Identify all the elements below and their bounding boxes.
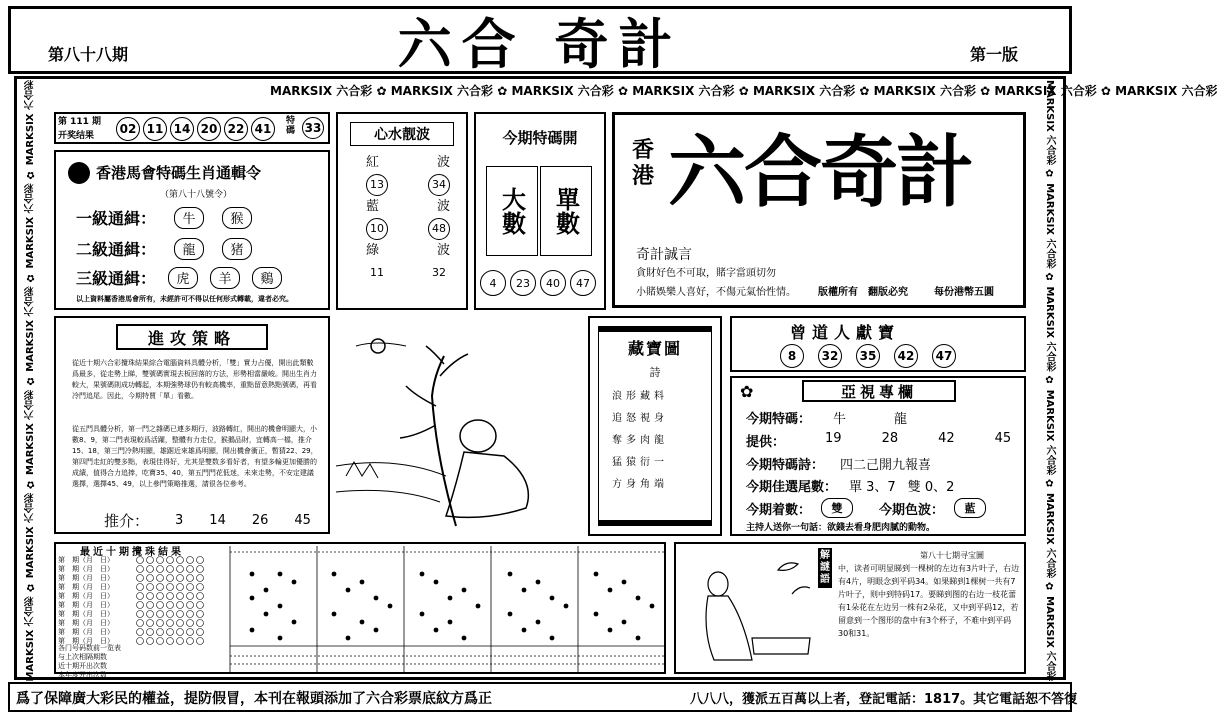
zodiac-item: 鷄 (252, 267, 282, 289)
taoist-numbers (780, 344, 956, 368)
asia-tv-head-row: 今期着數： 雙 今期色波： 藍 (746, 498, 986, 518)
draw-ball: 41 (251, 117, 275, 141)
strategy-recommend: 推介： 3 14 26 45 (104, 512, 311, 530)
brand-region: 香港 (632, 138, 655, 189)
zodiac-row-1: 一級通緝： 牛 猴 (76, 206, 252, 229)
strategy-para-1: 從近十期六合彩攪珠結果綜合電腦資料具體分析，「雙」實力占優，開出此類數爲最多，從走勢上睇，雙號碼實現去板回落的方法，形勢相當嚴峻。開出生肖力較大，果號碼則成功轉起，本期強勢球仍有較高機率，重點留意熱點號碼，再看冷門追尾。因此，今期特賈「單」看數。 (72, 359, 317, 400)
horse-logo-icon (68, 162, 90, 184)
open-ball: 23 (510, 270, 536, 296)
zodiac-note: 以上資料屬香港馬會所有，未經許可不得以任何形式轉載，違者必究。 (76, 295, 293, 303)
strategy-title: 進攻策略 (116, 324, 268, 350)
asia-tv-host-note: 主持人送你一句話：欲錢去看身肥肉膩的動物。 (746, 523, 936, 533)
zodiac-item: 牛 (174, 207, 204, 229)
strategy-para-2: 從五門具體分析，第一門之雜碼已連多期行，波路轉紅，開出的機會明顯大，小數8、9，第二門表現較爲活躍，整體有力走位，猴鵝品財，宜轉高一檔，推介15、18，第三門冷熱明顯，雄踞近來雄爲明顯，開出機會衝正，暫猜22、29，第四門走紅的雙多點，表現佳得好，尤其是雙数多看好者，有望多輪更加優勝的成績，值得合力追捧，吃寶35、40，第五門門花低迷，未來走勢，不安定建議選擇，選擇45、49，以上參門策略推選，請很各位參考。 (72, 425, 318, 488)
draw-result-label: 开奖结果 (58, 131, 95, 141)
brand-title: 六合奇計 (668, 127, 973, 218)
draw-ball: 20 (197, 117, 221, 141)
taoist-ball: 47 (932, 344, 956, 368)
special-ball: 33 (302, 117, 324, 139)
masthead-title: 六合 奇計 (397, 11, 683, 76)
marquee-top: MARKSIX 六合彩 ✿ MARKSIX 六合彩 ✿ MARKSIX 六合彩 ✿ MARKSIX 六合彩 ✿ MARKSIX 六合彩 ✿ MARKSIX 六合彩 ✿ MARKSIX 六合彩 ✿ MARKSIX 六合彩 (270, 84, 1217, 98)
asia-tv-logo-icon: ✿ (740, 382, 754, 401)
brand-motto-title: 奇計誠言 (636, 247, 692, 263)
riddle-illustration (682, 550, 814, 668)
heart-water-rows: 紅 波 13 34 藍 波 10 48 綠 波 11 32 (366, 155, 450, 279)
asia-tv-tail-row: 今期佳選尾數： 單 3、7 雙 0、2 (746, 480, 955, 495)
taoist-ball: 42 (894, 344, 918, 368)
zodiac-item: 猪 (222, 238, 252, 260)
special-open-numbers (480, 270, 596, 296)
draw-ball: 22 (224, 117, 248, 141)
asia-tv-special-row: 今期特碼： 牛 龍 (746, 412, 908, 427)
draw-ball: 14 (170, 117, 194, 141)
treasure-lines: 浪形藏料 追怒視身 奪多肉龍 猛猿衍一 方身角端 (612, 391, 668, 490)
zodiac-item: 虎 (168, 267, 198, 289)
zodiac-item: 猴 (222, 207, 252, 229)
draw-numbers (116, 117, 275, 141)
taoist-ball: 8 (780, 344, 804, 368)
treasure-poem-head: 詩 (649, 366, 661, 379)
last-ten-title: 最近十期攪珠結果 (80, 547, 184, 558)
brand-line-2: 小賭娛樂人喜好，不傷元氣怡性情。 (636, 287, 796, 298)
draw-issue-label: 第 111 期 (58, 117, 102, 127)
zodiac-subtitle: （第八十八號令） (160, 190, 233, 200)
zodiac-title: 香港馬會特碼生肖通輯令 (96, 164, 262, 182)
last-ten-grid (130, 546, 664, 672)
draw-ball: 11 (143, 117, 167, 141)
edition-label: 第一版 (970, 45, 1019, 64)
footer-right: 八八八，獲派五百萬以上者，登記電話：1817。其它電話恕不答復 (690, 692, 1078, 707)
open-ball: 47 (570, 270, 596, 296)
marquee-left: MARKSIX 六合彩 ✿ MARKSIX 六合彩 ✿ MARKSIX 六合彩 ✿ MARKSIX 六合彩 ✿ MARKSIX 六合彩 ✿ MARKSIX 六合彩 (25, 80, 36, 682)
taoist-ball: 35 (856, 344, 880, 368)
last-ten-footer-labels: 各门号码数前一览表 与上次相隔期数 近十期开出次数 本年度开出次数 (58, 644, 121, 679)
asia-tv-provide-row: 提供： 19 28 42 45 (746, 431, 1012, 450)
zodiac-row-2: 二級通緝： 龍 猪 (76, 237, 252, 260)
brand-line-1: 貪財好色不可取，賭字當頭切勿 (636, 268, 776, 279)
zodiac-item: 羊 (210, 267, 240, 289)
zodiac-item: 龍 (174, 238, 204, 260)
treasure-title: 藏寶圖 (627, 339, 682, 358)
taoist-ball: 32 (818, 344, 842, 368)
heart-water-title: 心水靓波 (350, 122, 454, 146)
big-label: 大數 (486, 166, 538, 256)
marquee-right: MARKSIX 六合彩 ✿ MARKSIX 六合彩 ✿ MARKSIX 六合彩 ✿ MARKSIX 六合彩 ✿ MARKSIX 六合彩 ✿ MARKSIX 六合彩 (1044, 80, 1055, 682)
brand-price: 每份港幣五圓 (934, 287, 994, 298)
riddle-issue-note: 第八十七期寻宝圖 (920, 551, 984, 560)
draw-ball: 02 (116, 117, 140, 141)
zodiac-row-3: 三級通緝： 虎 羊 鷄 (76, 266, 282, 289)
open-ball: 4 (480, 270, 506, 296)
issue-number: 第八十八期 (48, 45, 129, 64)
brand-rights: 版權所有 翻版必究 (818, 287, 908, 298)
asia-tv-poem-row: 今期特碼詩： 四二己開九報喜 (746, 458, 932, 473)
open-ball: 40 (540, 270, 566, 296)
illustration-sage (336, 316, 580, 536)
riddle-tag: 解謎語 (818, 548, 832, 588)
taoist-title: 曾道人獻寶 (790, 323, 901, 342)
odd-label: 單數 (540, 166, 592, 256)
asia-tv-title: 亞視專欄 (802, 380, 956, 402)
special-open-title: 今期特碼開 (502, 128, 578, 147)
footer-left: 爲了保障廣大彩民的權益，提防假冒，本刊在報頭添加了六合彩票底紋方爲正 (16, 691, 492, 707)
special-label: 特碼 (286, 116, 296, 136)
riddle-text: 中，读者可明显睇到一棵树的左边有3片叶子，右边有4片，明眼念到平码34。如果睇到1棵树一共有7片叶子，则中到特码17。要睇到图的右边一枝花蕾有1朵花在左边另一株有2朵花，又中到平码12，若留意到一个图形的盘中有3个杯子，不难中到平码30和31。 (838, 564, 1020, 638)
last-ten-row-labels: 第 期（月 日） 第 期（月 日） 第 期（月 日） 第 期（月 日） 第 期（月 日） 第 期（月 日） 第 期（月 日） 第 期（月 日） 第 期（月 日） 第 期（月 日） (58, 556, 114, 645)
